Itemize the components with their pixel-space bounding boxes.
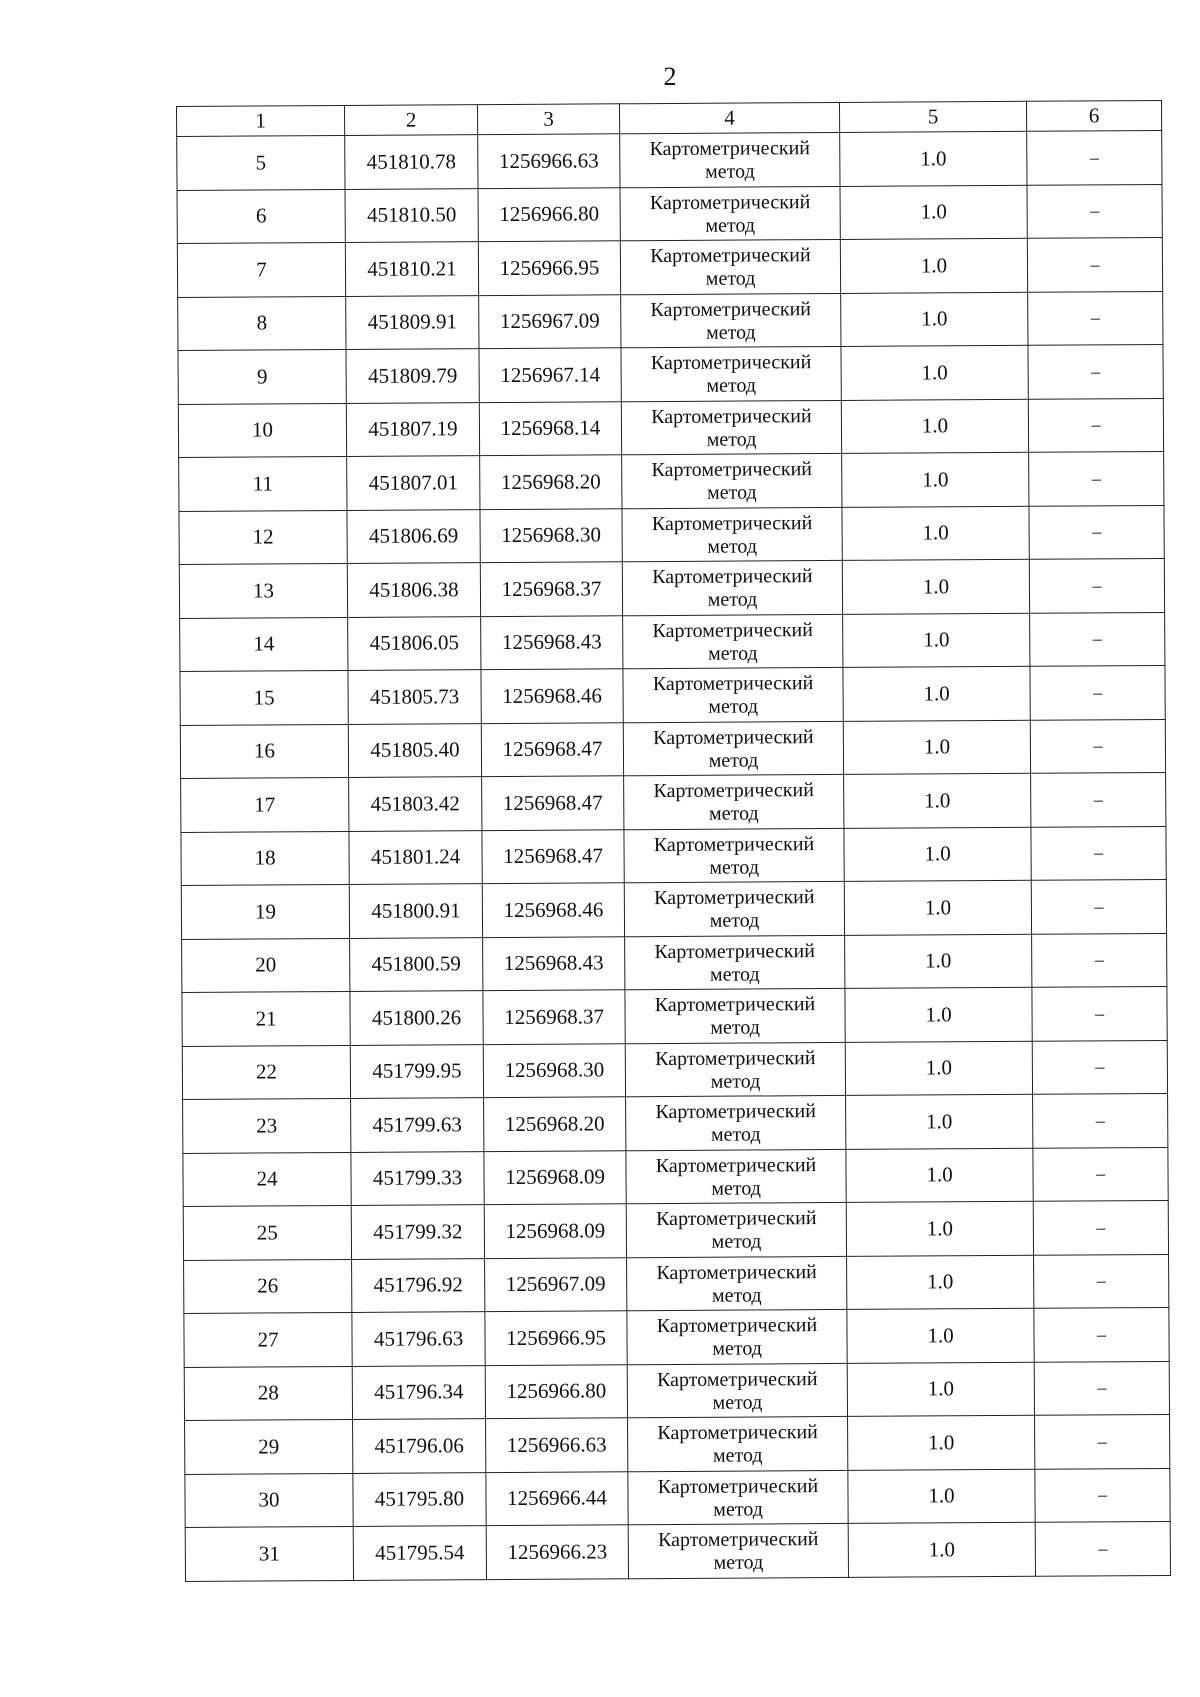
method-word: метод <box>706 428 757 451</box>
method-word: Картометрический <box>651 458 813 482</box>
point-number-cell: 26 <box>184 1259 352 1314</box>
y-coordinate-cell: 1256968.47 <box>481 722 623 776</box>
point-number-cell: 27 <box>184 1312 352 1367</box>
x-coordinate-cell: 451800.26 <box>350 991 483 1045</box>
point-number-cell: 12 <box>179 510 347 565</box>
y-coordinate-cell: 1256966.63 <box>478 134 620 188</box>
method-word: метод <box>710 1016 761 1040</box>
method-word: Картометрический <box>656 1260 817 1284</box>
accuracy-cell: 1.0 <box>844 880 1031 935</box>
column-header-5: 5 <box>839 101 1026 132</box>
y-coordinate-cell: 1256968.46 <box>482 883 624 937</box>
table-row <box>181 879 1166 939</box>
page-number: 2 <box>663 62 677 91</box>
x-coordinate-cell: 451810.21 <box>345 242 478 296</box>
method-word: метод <box>712 1337 762 1360</box>
point-number-cell: 20 <box>182 938 350 993</box>
point-number-cell: 8 <box>178 296 346 351</box>
note-cell: – <box>1032 933 1167 987</box>
table-body <box>177 130 1171 1580</box>
method-word: метод <box>708 802 759 826</box>
accuracy-cell: 1.0 <box>844 827 1031 882</box>
method-word: Картометрический <box>653 779 814 803</box>
x-coordinate-cell: 451806.05 <box>348 616 481 670</box>
accuracy-cell: 1.0 <box>848 1415 1035 1470</box>
note-cell: – <box>1028 398 1163 452</box>
point-number-cell: 28 <box>184 1366 352 1421</box>
x-coordinate-cell: 451795.80 <box>353 1472 486 1526</box>
point-number-cell: 11 <box>179 456 347 511</box>
method-cell <box>623 614 843 669</box>
method-word: Картометрический <box>649 190 811 214</box>
y-coordinate-cell: 1256966.80 <box>478 187 620 241</box>
accuracy-cell: 1.0 <box>840 131 1027 186</box>
point-number-cell: 16 <box>180 724 348 779</box>
method-cell <box>628 1416 848 1471</box>
note-cell: – <box>1031 879 1166 933</box>
y-coordinate-cell: 1256968.30 <box>483 1043 625 1097</box>
method-cell <box>622 560 842 615</box>
method-cell <box>627 1363 847 1418</box>
note-cell: – <box>1030 665 1165 719</box>
method-word: Картометрический <box>653 725 814 749</box>
y-coordinate-cell: 1256968.47 <box>482 829 624 883</box>
table-row <box>179 505 1164 565</box>
y-coordinate-cell: 1256968.47 <box>482 776 624 830</box>
method-cell <box>621 346 841 401</box>
method-word: Картометрический <box>655 1046 816 1070</box>
point-number-cell: 29 <box>185 1419 353 1474</box>
note-cell: – <box>1030 719 1165 773</box>
column-header-2: 2 <box>344 105 477 136</box>
y-coordinate-cell: 1256966.44 <box>486 1471 628 1525</box>
note-cell: – <box>1033 1200 1168 1254</box>
table-row <box>183 1147 1168 1207</box>
method-word: Картометрический <box>650 297 812 321</box>
table-row <box>178 344 1163 404</box>
x-coordinate-cell: 451806.38 <box>347 563 480 617</box>
method-cell <box>624 774 844 829</box>
note-cell: – <box>1033 1093 1168 1147</box>
method-cell <box>625 935 845 990</box>
note-cell: – <box>1027 237 1162 291</box>
table-row <box>180 612 1165 672</box>
x-coordinate-cell: 451795.54 <box>353 1526 486 1580</box>
method-word: Картометрический <box>654 939 815 963</box>
method-word: Картометрический <box>651 511 813 535</box>
column-header-1: 1 <box>177 105 345 136</box>
note-cell: – <box>1030 612 1165 666</box>
point-number-cell: 5 <box>177 135 345 190</box>
note-cell: – <box>1035 1468 1170 1522</box>
note-cell: – <box>1034 1361 1169 1415</box>
note-cell: – <box>1035 1521 1170 1575</box>
x-coordinate-cell: 451796.34 <box>352 1365 485 1419</box>
table-row <box>184 1254 1169 1314</box>
y-coordinate-cell: 1256968.43 <box>483 936 625 990</box>
accuracy-cell: 1.0 <box>842 452 1029 507</box>
method-word: Картометрический <box>651 404 812 428</box>
x-coordinate-cell: 451800.91 <box>349 884 482 938</box>
y-coordinate-cell: 1256968.30 <box>480 508 622 562</box>
method-word: Картометрический <box>655 1153 817 1177</box>
method-cell <box>628 1470 848 1525</box>
accuracy-cell: 1.0 <box>845 987 1032 1042</box>
accuracy-cell: 1.0 <box>846 1148 1033 1203</box>
point-number-cell: 25 <box>183 1205 351 1260</box>
method-cell <box>623 667 843 722</box>
method-word: метод <box>706 374 757 398</box>
method-cell <box>626 1202 846 1257</box>
point-number-cell: 21 <box>182 991 350 1046</box>
method-word: метод <box>705 214 756 237</box>
method-word: метод <box>707 535 758 558</box>
point-number-cell: 7 <box>177 242 345 297</box>
method-word: Картометрический <box>650 244 811 268</box>
method-cell <box>627 1309 847 1364</box>
method-word: Картометрический <box>657 1421 818 1445</box>
note-cell: – <box>1029 558 1164 612</box>
table-row <box>179 558 1164 618</box>
method-word: метод <box>705 267 756 291</box>
method-cell <box>620 186 840 241</box>
accuracy-cell: 1.0 <box>846 1094 1033 1149</box>
accuracy-cell: 1.0 <box>843 613 1030 668</box>
note-cell: – <box>1028 291 1163 345</box>
accuracy-cell: 1.0 <box>847 1255 1034 1310</box>
method-word: Картометрический <box>649 137 811 161</box>
y-coordinate-cell: 1256968.37 <box>480 562 622 616</box>
y-coordinate-cell: 1256967.09 <box>479 294 621 348</box>
x-coordinate-cell: 451799.63 <box>351 1098 484 1152</box>
y-coordinate-cell: 1256966.63 <box>486 1418 628 1472</box>
accuracy-cell: 1.0 <box>845 1041 1032 1096</box>
y-coordinate-cell: 1256968.37 <box>483 990 625 1044</box>
table-row <box>178 291 1163 351</box>
accuracy-cell: 1.0 <box>843 720 1030 775</box>
column-header-6: 6 <box>1026 100 1161 131</box>
note-cell: – <box>1034 1307 1169 1361</box>
table-row <box>177 130 1162 190</box>
method-word: Картометрический <box>656 1367 818 1391</box>
x-coordinate-cell: 451809.91 <box>346 295 479 349</box>
method-word: Картометрический <box>656 1314 818 1338</box>
accuracy-cell: 1.0 <box>843 666 1030 721</box>
column-header-3: 3 <box>477 104 619 135</box>
x-coordinate-cell: 451801.24 <box>349 830 482 884</box>
point-number-cell: 6 <box>177 189 345 244</box>
table-row <box>181 772 1166 832</box>
note-cell: – <box>1029 451 1164 505</box>
x-coordinate-cell: 451810.78 <box>345 135 478 189</box>
method-word: Картометрический <box>656 1207 817 1231</box>
x-coordinate-cell: 451805.73 <box>348 670 481 724</box>
note-cell: – <box>1032 1040 1167 1094</box>
point-number-cell: 10 <box>178 403 346 458</box>
accuracy-cell: 1.0 <box>840 185 1027 240</box>
x-coordinate-cell: 451806.69 <box>347 509 480 563</box>
table-row <box>184 1361 1169 1421</box>
accuracy-cell: 1.0 <box>845 934 1032 989</box>
method-word: Картометрический <box>657 1474 819 1498</box>
y-coordinate-cell: 1256967.09 <box>485 1257 627 1311</box>
note-cell: – <box>1027 130 1162 184</box>
method-word: метод <box>711 1230 762 1253</box>
y-coordinate-cell: 1256968.20 <box>484 1097 626 1151</box>
method-cell <box>623 721 843 776</box>
y-coordinate-cell: 1256968.20 <box>480 455 622 509</box>
table-row <box>183 1200 1168 1260</box>
table-row <box>179 451 1164 511</box>
method-word: Картометрический <box>655 1100 816 1124</box>
method-word: метод <box>712 1444 763 1467</box>
method-word: метод <box>705 160 755 184</box>
accuracy-cell: 1.0 <box>841 345 1028 400</box>
method-word: метод <box>709 909 760 933</box>
accuracy-cell: 1.0 <box>847 1308 1034 1363</box>
table-row <box>184 1307 1169 1367</box>
note-cell: – <box>1031 826 1166 880</box>
x-coordinate-cell: 451805.40 <box>348 723 481 777</box>
point-number-cell: 31 <box>185 1526 353 1581</box>
table-row <box>185 1521 1170 1581</box>
table-row <box>180 719 1165 779</box>
method-word: Картометрический <box>652 672 814 696</box>
point-number-cell: 9 <box>178 349 346 404</box>
method-word: метод <box>713 1498 763 1521</box>
point-number-cell: 30 <box>185 1473 353 1528</box>
table-row <box>180 665 1165 725</box>
method-word: метод <box>711 1284 762 1307</box>
method-cell <box>624 881 844 936</box>
method-cell <box>620 239 840 294</box>
method-word: Картометрический <box>654 886 815 910</box>
method-cell <box>626 1095 846 1150</box>
x-coordinate-cell: 451799.95 <box>350 1044 483 1098</box>
accuracy-cell: 1.0 <box>844 773 1031 828</box>
y-coordinate-cell: 1256968.46 <box>481 669 623 723</box>
method-word: метод <box>710 1123 761 1147</box>
table-row <box>181 826 1166 886</box>
table-row <box>177 237 1162 297</box>
table-row <box>185 1414 1170 1474</box>
method-word: Картометрический <box>657 1528 819 1552</box>
table-row <box>182 986 1167 1046</box>
point-number-cell: 17 <box>181 777 349 832</box>
method-word: Картометрический <box>653 832 815 856</box>
x-coordinate-cell: 451799.32 <box>351 1205 484 1259</box>
method-cell <box>627 1256 847 1311</box>
y-coordinate-cell: 1256967.14 <box>479 348 621 402</box>
note-cell: – <box>1033 1147 1168 1201</box>
y-coordinate-cell: 1256968.09 <box>484 1204 626 1258</box>
method-word: метод <box>709 856 760 879</box>
accuracy-cell: 1.0 <box>848 1469 1035 1524</box>
method-cell <box>625 1042 845 1097</box>
note-cell: – <box>1031 772 1166 826</box>
method-word: метод <box>708 749 759 772</box>
y-coordinate-cell: 1256968.09 <box>484 1150 626 1204</box>
table-row <box>183 1093 1168 1153</box>
accuracy-cell: 1.0 <box>848 1522 1035 1577</box>
coordinates-table <box>176 100 1171 1581</box>
point-number-cell: 14 <box>180 617 348 672</box>
x-coordinate-cell: 451800.59 <box>350 937 483 991</box>
accuracy-cell: 1.0 <box>841 292 1028 347</box>
x-coordinate-cell: 451799.33 <box>351 1151 484 1205</box>
method-word: Картометрический <box>654 993 816 1017</box>
x-coordinate-cell: 451796.06 <box>353 1419 486 1473</box>
accuracy-cell: 1.0 <box>842 506 1029 561</box>
note-cell: – <box>1035 1414 1170 1468</box>
method-word: метод <box>713 1551 764 1574</box>
accuracy-cell: 1.0 <box>841 399 1028 454</box>
note-cell: – <box>1029 505 1164 559</box>
x-coordinate-cell: 451810.50 <box>345 188 478 242</box>
column-header-4: 4 <box>619 102 839 133</box>
method-word: метод <box>712 1391 763 1414</box>
table-row <box>177 184 1162 244</box>
note-cell: – <box>1034 1254 1169 1308</box>
point-number-cell: 15 <box>180 670 348 725</box>
method-word: Картометрический <box>652 565 813 589</box>
method-word: метод <box>707 588 758 612</box>
accuracy-cell: 1.0 <box>842 559 1029 614</box>
note-cell: – <box>1027 184 1162 238</box>
accuracy-cell: 1.0 <box>847 1362 1034 1417</box>
method-cell <box>622 507 842 562</box>
method-cell <box>625 988 845 1043</box>
method-word: метод <box>711 1177 761 1200</box>
point-number-cell: 13 <box>179 563 347 618</box>
point-number-cell: 19 <box>181 884 349 939</box>
x-coordinate-cell: 451807.19 <box>346 402 479 456</box>
method-cell <box>621 400 841 455</box>
method-word: Картометрический <box>652 618 813 642</box>
method-word: метод <box>708 695 759 719</box>
table-row <box>182 933 1167 993</box>
point-number-cell: 23 <box>183 1098 351 1153</box>
method-cell <box>628 1523 848 1578</box>
table-row <box>178 398 1163 458</box>
method-word: метод <box>706 321 756 344</box>
method-cell <box>620 132 840 187</box>
x-coordinate-cell: 451807.01 <box>347 456 480 510</box>
table-row <box>182 1040 1167 1100</box>
method-cell <box>626 1149 846 1204</box>
method-cell <box>622 453 842 508</box>
y-coordinate-cell: 1256966.95 <box>485 1311 627 1365</box>
x-coordinate-cell: 451809.79 <box>346 349 479 403</box>
method-word: метод <box>707 642 758 665</box>
method-cell <box>624 828 844 883</box>
point-number-cell: 18 <box>181 831 349 886</box>
x-coordinate-cell: 451803.42 <box>349 777 482 831</box>
x-coordinate-cell: 451796.92 <box>352 1258 485 1312</box>
method-word: метод <box>706 481 757 505</box>
method-word: метод <box>710 1070 761 1093</box>
point-number-cell: 22 <box>182 1045 350 1100</box>
y-coordinate-cell: 1256966.80 <box>485 1364 627 1418</box>
y-coordinate-cell: 1256966.23 <box>486 1525 628 1579</box>
note-cell: – <box>1028 344 1163 398</box>
note-cell: – <box>1032 986 1167 1040</box>
accuracy-cell: 1.0 <box>846 1201 1033 1256</box>
method-word: метод <box>709 963 760 986</box>
method-word: Картометрический <box>650 351 812 375</box>
method-cell <box>621 293 841 348</box>
y-coordinate-cell: 1256968.14 <box>479 401 621 455</box>
point-number-cell: 24 <box>183 1152 351 1207</box>
accuracy-cell: 1.0 <box>840 238 1027 293</box>
y-coordinate-cell: 1256966.95 <box>478 241 620 295</box>
y-coordinate-cell: 1256968.43 <box>481 615 623 669</box>
table-row <box>185 1468 1170 1528</box>
x-coordinate-cell: 451796.63 <box>352 1312 485 1366</box>
